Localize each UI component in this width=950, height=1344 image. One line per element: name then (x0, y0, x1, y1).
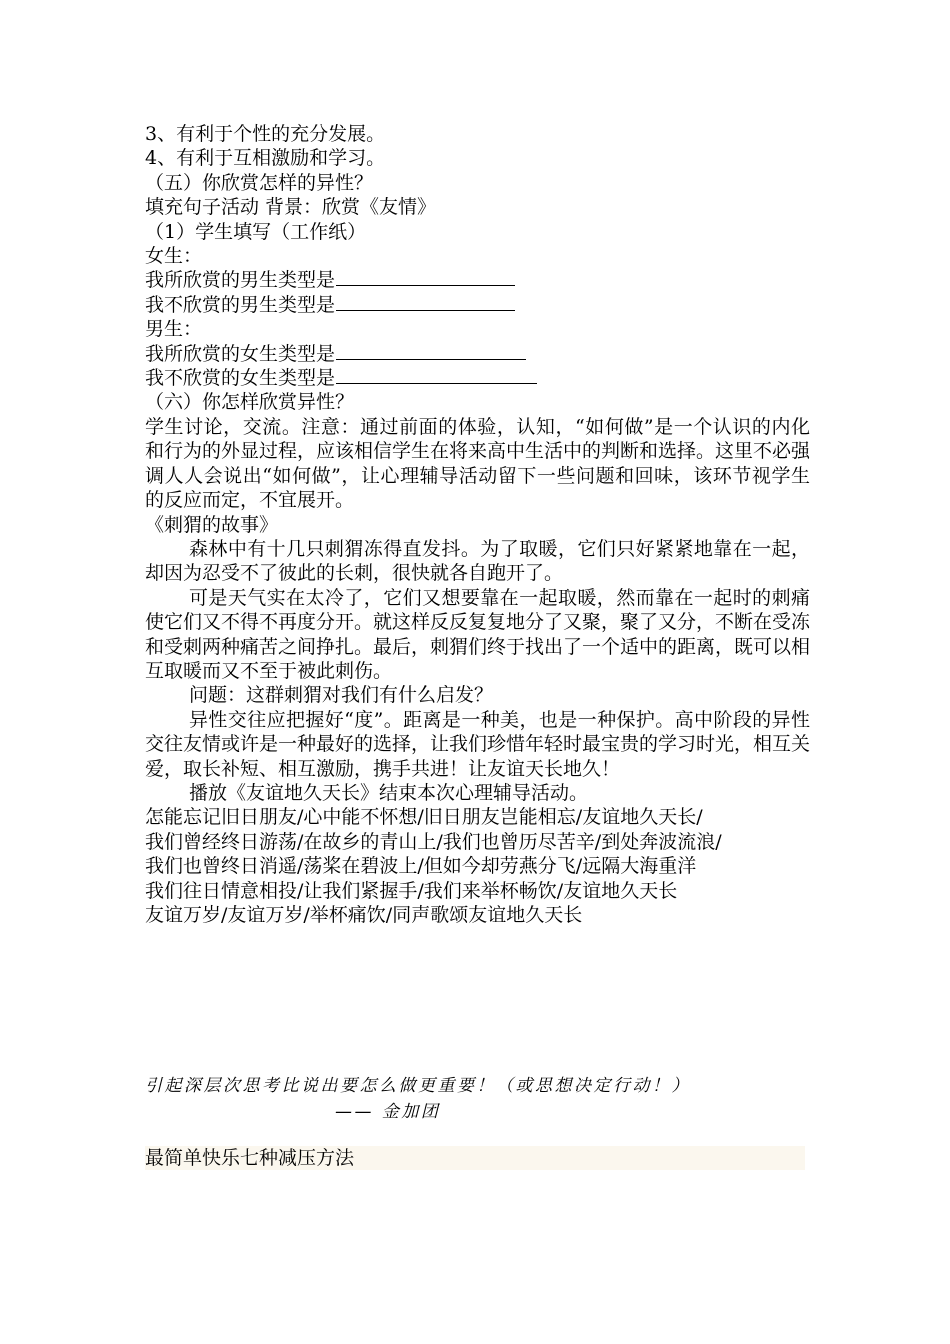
fill-blank (336, 310, 515, 311)
document-body (145, 122, 810, 927)
lyric-line: 我们往日情意相投/让我们紧握手/我们来举杯畅饮/友谊地久天长 (145, 879, 678, 902)
fill-line-boys-dislike: 我不欣赏的女生类型是 (145, 366, 810, 390)
question-paragraph: 问题：这群刺猬对我们有什么启发？ (189, 684, 494, 707)
lyric-line: 我们也曾终日消遥/荡桨在碧波上/但如今却劳燕分飞/远隔大海重洋 (145, 855, 697, 878)
girls-label: 女生： (145, 245, 203, 268)
story-title: 《刺猬的故事》 (145, 513, 279, 536)
story-paragraph-2: 可是天气实在太冷了，它们又想要靠在一起取暖，然而靠在一起时的刺痛使它们又不得不再度分开。就这样反反复复地分了又聚，聚了又分，不断在受冻和受刺两种痛苦之间挣扎。最后，刺猬们终于找出了一个适中的距离，既可以相互取暖而又不至于被此刺伤。 (145, 586, 811, 682)
summary-paragraph: 异性交往应把握好“度”。距离是一种美，也是一种保护。高中阶段的异性交往友情或许是一种最好的选择，让我们珍惜年轻时最宝贵的学习时光，相互关爱，取长补短、相互激励，携手共进！让友谊天长地久！ (145, 708, 811, 780)
section-heading-5: （五）你欣赏怎样的异性？ (145, 171, 374, 194)
sub-heading-1: （1）学生填写（工作纸） (145, 220, 367, 243)
fill-blank (336, 285, 515, 286)
footer-title: 最简单快乐七种减压方法 (145, 1147, 355, 1169)
boys-label: 男生： (145, 318, 203, 341)
story-paragraph-1: 森林中有十几只刺猬冻得直发抖。为了取暖，它们只好紧紧地靠在一起，却因为忍受不了彼此的长刺，很快就各自跑开了。 (145, 537, 810, 585)
fill-line-girls-like: 我所欣赏的男生类型是 (145, 268, 810, 292)
quote-author: —— 金加团 (335, 1102, 441, 1122)
fill-blank (336, 383, 537, 384)
fill-blank (336, 359, 526, 360)
lyric-line: 怎能忘记旧日朋友/心中能不怀想/旧日朋友岂能相忘/友谊地久天长/ (145, 806, 703, 829)
list-item-4: 4、有利于互相激励和学习。 (145, 147, 386, 170)
fill-line-girls-dislike: 我不欣赏的男生类型是 (145, 293, 810, 317)
list-item-3: 3、有利于个性的充分发展。 (145, 123, 386, 145)
section-heading-6: （六）你怎样欣赏异性？ (145, 391, 355, 414)
lyric-line: 我们曾经终日游荡/在故乡的青山上/我们也曾历尽苦辛/到处奔波流浪/ (145, 830, 722, 853)
fill-line-boys-like: 我所欣赏的女生类型是 (145, 342, 810, 366)
quote-text: 引起深层次思考比说出要怎么做更重要！（或思想决定行动！） (145, 1076, 691, 1096)
play-song-paragraph: 播放《友谊地久天长》结束本次心理辅导活动。 (189, 781, 589, 804)
activity-line: 填充句子活动 背景：欣赏《友情》 (145, 196, 437, 219)
discussion-paragraph: 学生讨论，交流。注意：通过前面的体验，认知，“如何做”是一个认识的内化和行为的外显过程，应该相信学生在将来高中生活中的判断和选择。这里不必强调人人会说出“如何做”，让心理辅导活动留下一些问题和回味，该环节视学生的反应而定，不宜展开。 (145, 415, 811, 512)
lyric-line: 友谊万岁/友谊万岁/举杯痛饮/同声歌颂友谊地久天长 (145, 904, 583, 926)
